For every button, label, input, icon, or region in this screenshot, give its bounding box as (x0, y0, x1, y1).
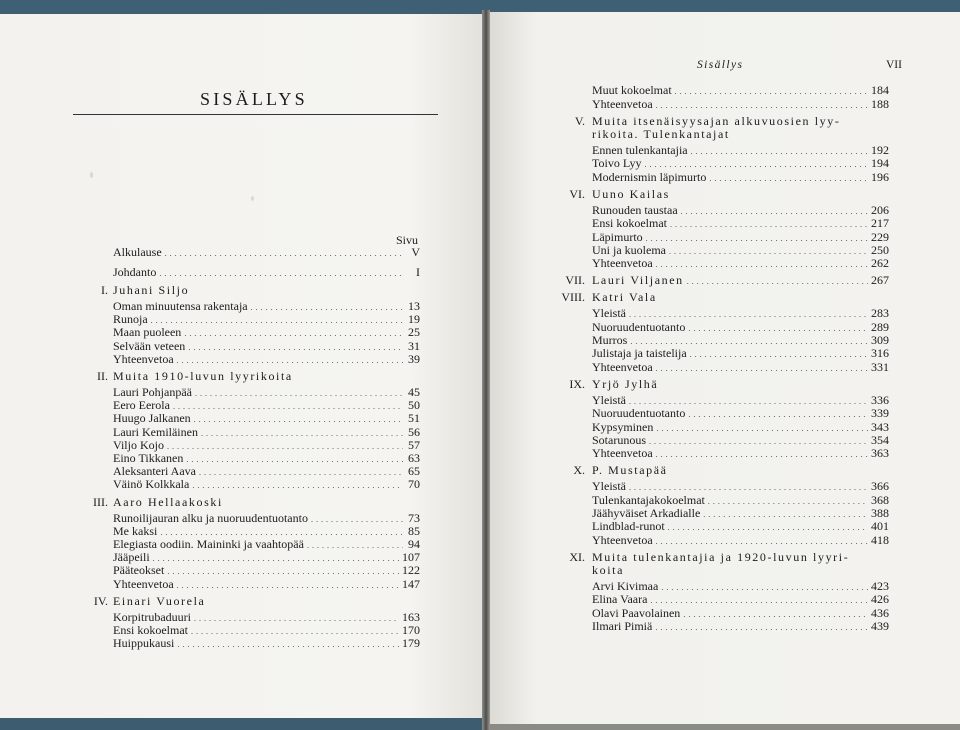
toc-entry-title: Elina Vaara (592, 592, 648, 607)
toc-entry-page: 196 (871, 169, 889, 184)
running-head: Sisällys (697, 59, 744, 71)
dot-leader (656, 256, 868, 272)
toc-entry-title: Arvi Kivimaa (592, 578, 659, 593)
toc-entry-page: 31 (408, 338, 420, 353)
toc-entry-title: Tulenkantajakokoelmat (592, 492, 705, 507)
toc-entry-title: Uni ja kuolema (592, 242, 666, 257)
dot-leader (159, 265, 403, 281)
toc-entry-title: Modernismin läpimurto (592, 169, 707, 184)
chapter-name: Uuno Kailas (592, 186, 670, 201)
toc-entry-page: 63 (408, 451, 420, 465)
toc-entry (113, 636, 420, 652)
chapter-number: XI. (569, 549, 585, 564)
toc-entry (592, 360, 889, 376)
chapter-name: Yrjö Jylhä (592, 376, 659, 391)
page-smudge (90, 172, 93, 178)
chapter-number: X. (573, 463, 585, 478)
toc-entry-page: 170 (402, 623, 420, 637)
toc-entry-page: 423 (871, 578, 889, 593)
dot-leader (655, 619, 868, 635)
toc-entry-title: Runoilijauran alku ja nuoruudentuotanto (113, 510, 308, 525)
toc-entry-page: 57 (408, 437, 420, 452)
chapter-name: Muita tulenkantajia ja 1920-luvun lyyri- (592, 549, 850, 564)
page-title: SISÄLLYS (200, 89, 308, 109)
toc-entry-title: Yleistä (592, 306, 626, 321)
toc-entry-title: Lauri Pohjanpää (113, 385, 192, 399)
toc-entry-title: Olavi Paavolainen (592, 605, 681, 620)
toc-entry-page: 65 (408, 464, 420, 479)
toc-entry-page: 366 (871, 479, 889, 494)
toc-entry-page: 339 (871, 406, 889, 421)
toc-entry-page: 179 (402, 636, 420, 651)
toc-entry-page: 354 (871, 432, 889, 447)
dot-leader (192, 477, 403, 493)
chapter-name: Katri Vala (592, 290, 657, 305)
toc-entry-page: 188 (871, 97, 889, 111)
toc-entry-page: 163 (402, 609, 420, 624)
toc-entry-page: 73 (408, 510, 420, 525)
chapter-number: III. (93, 494, 108, 509)
toc-entry-title: Aleksanteri Aava (113, 464, 196, 479)
toc-entry-title: Yhteenvetoa (592, 446, 653, 461)
title-rule (73, 114, 438, 115)
chapter-number: VI. (569, 186, 585, 201)
toc-entry-title: Lindblad-runot (592, 519, 665, 534)
chapter-name: Muita 1910-luvun lyyrikoita (113, 369, 293, 383)
toc-entry-page: 363 (871, 446, 889, 461)
toc-entry-title: Murros (592, 333, 628, 347)
toc-entry-page: 267 (871, 273, 889, 288)
toc-entry (592, 256, 889, 272)
toc-entry-title: Huugo Jalkanen (113, 411, 191, 426)
toc-entry-page: 289 (871, 319, 889, 334)
chapter-name: P. Mustapää (592, 463, 668, 478)
toc-entry-page: 192 (871, 143, 889, 157)
toc-entry-title: Yleistä (592, 392, 626, 407)
toc-entry-page: 56 (408, 424, 420, 439)
toc-entry-page: 194 (871, 156, 889, 171)
toc-entry-page: 336 (871, 392, 889, 407)
toc-entry-title: Jäähyväiset Arkadialle (592, 506, 701, 520)
toc-entry-title: Toivo Lyy (592, 156, 642, 171)
toc-entry-title: Yhteenvetoa (113, 351, 174, 366)
dot-leader (177, 577, 399, 593)
toc-entry-page: 368 (871, 492, 889, 507)
toc-entry-title: Nuoruudentuotanto (592, 406, 686, 421)
dot-leader (177, 636, 399, 652)
toc-entry (113, 477, 420, 493)
toc-entry-title: Yhteenvetoa (592, 256, 653, 271)
toc-entry-title: Muut kokoelmat (592, 83, 672, 97)
toc-entry-page: 70 (408, 477, 420, 492)
toc-entry-page: 184 (871, 83, 889, 97)
toc-entry-page: 107 (402, 550, 420, 565)
toc-entry-page: 418 (871, 532, 889, 547)
toc-entry-title: Yhteenvetoa (592, 359, 653, 374)
page-column-label: Sivu (396, 233, 419, 247)
toc-entry-title: Väinö Kolkkala (113, 477, 190, 492)
toc-entry-title: Huippukausi (113, 636, 175, 651)
toc-entry (592, 170, 889, 186)
toc-entry-title: Lauri Kemiläinen (113, 424, 198, 439)
dot-leader (687, 273, 868, 289)
toc-entry-page: 316 (871, 346, 889, 361)
chapter-number: IV. (93, 593, 108, 608)
toc-entry-title: Kypsyminen (592, 419, 654, 434)
toc-entry (592, 446, 889, 462)
chapter-number: II. (97, 369, 108, 383)
book-gutter (482, 10, 490, 730)
toc-entry (113, 245, 420, 261)
page-smudge (251, 196, 254, 201)
toc-entry-page: 283 (871, 306, 889, 321)
dot-leader (656, 97, 868, 113)
toc-entry-page: 217 (871, 216, 889, 231)
toc-entry-title: Eero Eerola (113, 398, 170, 413)
toc-entry-page: 436 (871, 605, 889, 620)
toc-entry-title: Me kaksi (113, 523, 158, 538)
toc-entry-page: 50 (408, 398, 420, 413)
chapter-name: Muita itsenäisyysajan alkuvuosien lyy- (592, 114, 841, 128)
toc-entry-title: Läpimurto (592, 229, 643, 244)
toc-entry-page: 94 (408, 537, 420, 551)
chapter-name: Lauri Viljanen (592, 273, 684, 288)
toc-entry-page: 39 (408, 351, 420, 366)
toc-entry-page: 262 (871, 256, 889, 271)
toc-entry-page: 426 (871, 592, 889, 607)
toc-entry-title: Yhteenvetoa (592, 532, 653, 547)
toc-entry-page: 229 (871, 229, 889, 244)
dot-leader (656, 360, 868, 376)
toc-entry-page: 45 (408, 385, 420, 399)
toc-entry-page: 51 (408, 411, 420, 426)
dot-leader (709, 170, 868, 186)
toc-entry-title: Runoja (113, 312, 148, 327)
toc-entry-title: Johdanto (113, 265, 157, 279)
toc-entry-title: Ilmari Pimiä (592, 618, 653, 633)
toc-entry (113, 265, 420, 281)
dot-leader (656, 533, 868, 549)
toc-entry-title: Alkulause (113, 245, 162, 259)
toc-entry-title: Maan puoleen (113, 325, 182, 340)
toc-entry-page: 122 (402, 563, 420, 578)
dot-leader (177, 352, 403, 368)
toc-entry-title: Ennen tulenkantajia (592, 143, 688, 157)
chapter-number: V. (574, 114, 585, 128)
chapter-number: I. (101, 283, 108, 297)
toc-entry (592, 533, 889, 549)
toc-entry-page: 309 (871, 333, 889, 347)
toc-entry-page: 250 (871, 242, 889, 257)
toc-entry-page: 206 (871, 202, 889, 217)
toc-entry-page: 13 (408, 299, 420, 313)
chapter-name: Einari Vuorela (113, 593, 206, 608)
toc-entry-title: Ensi kokoelmat (113, 623, 188, 637)
toc-entry-title: Ensi kokoelmat (592, 216, 667, 231)
toc-entry-title: Yhteenvetoa (592, 97, 653, 111)
toc-entry-page: 388 (871, 506, 889, 520)
toc-entry (113, 577, 420, 593)
chapter-heading (592, 273, 889, 289)
chapter-name: koita (592, 562, 624, 577)
dot-leader (165, 245, 403, 261)
chapter-name: Aaro Hellaakoski (113, 494, 223, 509)
toc-entry-title: Runouden taustaa (592, 202, 678, 217)
toc-entry-page: 343 (871, 419, 889, 434)
chapter-name: rikoita. Tulenkantajat (592, 127, 730, 141)
toc-entry-title: Selvään veteen (113, 338, 186, 353)
chapter-number: IX. (569, 376, 585, 391)
chapter-number: VIII. (561, 290, 585, 305)
toc-entry-title: Yleistä (592, 479, 626, 494)
toc-entry-page: 147 (402, 576, 420, 591)
toc-entry (113, 352, 420, 368)
book-cover-bottom-edge (0, 716, 490, 730)
toc-entry-title: Elegiasta oodiin. Maininki ja vaahtopää (113, 537, 304, 551)
toc-entry-title: Viljo Kojo (113, 437, 164, 452)
toc-entry-page: 19 (408, 312, 420, 327)
chapter-number: VII. (565, 273, 585, 288)
toc-entry-title: Oman minuutensa rakentaja (113, 299, 248, 313)
toc-entry-page: V (411, 245, 420, 259)
toc-entry-title: Yhteenvetoa (113, 576, 174, 591)
toc-entry-title: Nuoruudentuotanto (592, 319, 686, 334)
toc-entry-page: 401 (871, 519, 889, 534)
toc-entry-title: Jääpeili (113, 550, 150, 565)
chapter-name: Juhani Siljo (113, 283, 190, 297)
toc-entry-page: 25 (408, 325, 420, 340)
toc-entry-title: Sotarunous (592, 432, 646, 447)
page-number: VII (886, 59, 902, 71)
toc-entry-title: Eino Tikkanen (113, 451, 184, 465)
toc-entry-title: Pääteokset (113, 563, 165, 578)
dot-leader (656, 446, 868, 462)
toc-entry-title: Korpitrubaduuri (113, 609, 191, 624)
toc-entry-page: I (416, 265, 420, 279)
toc-entry-title: Julistaja ja taistelija (592, 346, 687, 361)
toc-entry (592, 619, 889, 635)
toc-entry (592, 97, 889, 113)
toc-entry-page: 85 (408, 523, 420, 538)
toc-entry-page: 439 (871, 618, 889, 633)
toc-entry-page: 331 (871, 359, 889, 374)
